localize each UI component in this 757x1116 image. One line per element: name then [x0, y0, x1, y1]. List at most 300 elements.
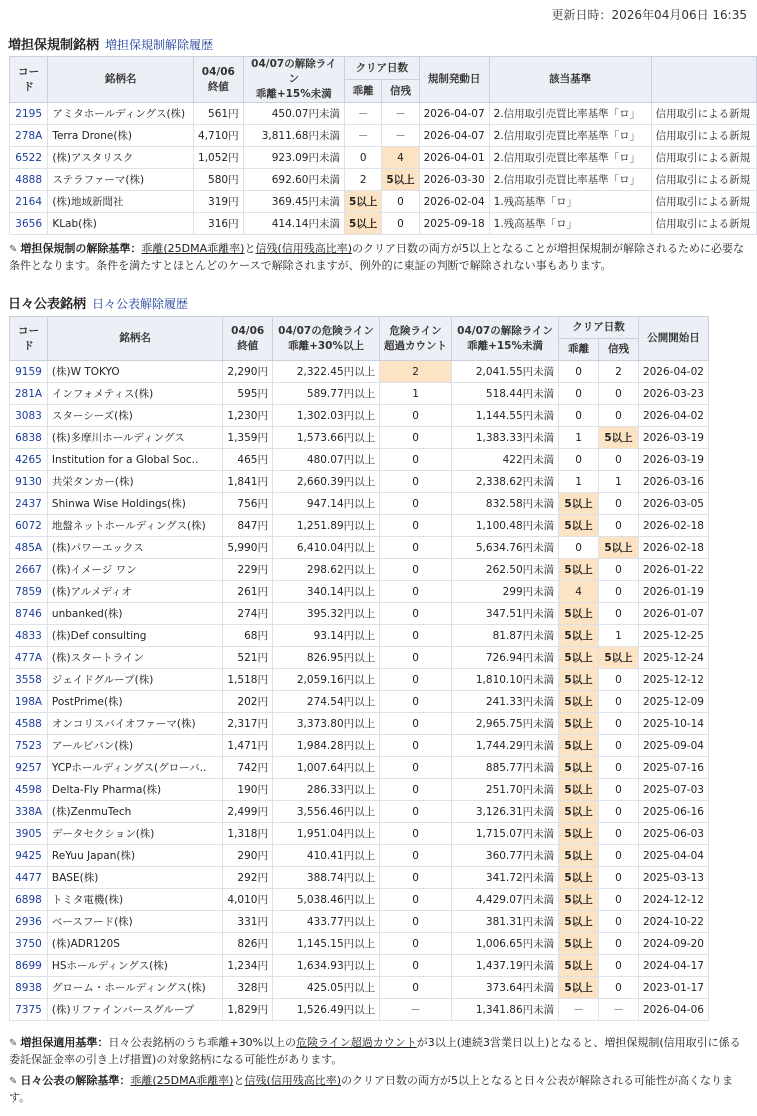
table-row: [10, 581, 709, 603]
excess-count: 0: [380, 757, 452, 779]
stock-code-link[interactable]: 198A: [10, 691, 48, 713]
table-row: [10, 713, 709, 735]
release-line: 923.09円未満: [243, 147, 344, 169]
stock-code-link[interactable]: 3083: [10, 405, 48, 427]
stock-name: グローム・ホールディングス(株): [47, 977, 222, 999]
kairi-clear-days: 5以上: [559, 867, 599, 889]
kairi-clear-days: 5以上: [559, 845, 599, 867]
kairi-clear-days: 5以上: [559, 515, 599, 537]
pencil-icon: ✎: [9, 1076, 18, 1087]
kairi-clear-days: 5以上: [559, 713, 599, 735]
kairi-clear-days: 5以上: [559, 889, 599, 911]
stock-name: (株)イメージ ワン: [47, 559, 222, 581]
close-price: 2,290円: [223, 361, 273, 383]
col-header-extra: [651, 57, 756, 103]
shinzan-clear-days: 4: [382, 147, 419, 169]
close-price: 2,499円: [223, 801, 273, 823]
stock-code-link[interactable]: 9159: [10, 361, 48, 383]
danger-line: 274.54円以上: [272, 691, 379, 713]
release-line: 450.07円未満: [243, 103, 344, 125]
danger-line: 2,660.39円以上: [272, 471, 379, 493]
danger-line: 947.14円以上: [272, 493, 379, 515]
col-header-kairi[interactable]: 乖離: [345, 80, 382, 103]
table-row: [10, 977, 709, 999]
close-price: 847円: [223, 515, 273, 537]
close-price: 5,990円: [223, 537, 273, 559]
danger-line: 3,373.80円以上: [272, 713, 379, 735]
table-row: [10, 999, 709, 1021]
table-row: [10, 405, 709, 427]
stock-name: (株)パワーエックス: [47, 537, 222, 559]
stock-code-link[interactable]: 8699: [10, 955, 48, 977]
excess-count: 0: [380, 471, 452, 493]
publish-start-date: 2026-01-19: [638, 581, 708, 603]
release-line: 1,715.07円未満: [451, 823, 558, 845]
note-label: 増担保規制の解除基準：: [20, 242, 142, 255]
col-header-close-date: 04/06: [231, 324, 265, 337]
stock-name: PostPrime(株): [47, 691, 222, 713]
col-header-start-date[interactable]: 公開開始日: [638, 317, 708, 361]
excess-count: 0: [380, 603, 452, 625]
excess-count: 0: [380, 779, 452, 801]
stock-code-link[interactable]: 8938: [10, 977, 48, 999]
publish-start-date: 2025-12-09: [638, 691, 708, 713]
stock-code-link[interactable]: 7523: [10, 735, 48, 757]
table-row: [10, 383, 709, 405]
note-text: のクリア日数の両方が5以上となることが増担保規制が解除されるために必要な条件となります。条件を満たすとほとんどのケースで解除されますが、例外的に東証の判断で解除されない事もあります。: [9, 242, 745, 272]
stock-code-link[interactable]: 4265: [10, 449, 48, 471]
shinzan-clear-days: 0: [599, 449, 639, 471]
excess-count: 0: [380, 889, 452, 911]
kairi-clear-days: 1: [559, 427, 599, 449]
release-line: 1,144.55円未満: [451, 405, 558, 427]
stock-code-link[interactable]: 278A: [10, 125, 48, 147]
kairi-clear-days: 0: [559, 361, 599, 383]
col-header-danger-line-title: 04/07の危険ライン: [278, 324, 374, 337]
col-header-clear-days: クリア日数: [559, 317, 639, 339]
excess-count: 0: [380, 625, 452, 647]
stock-code-link[interactable]: 8746: [10, 603, 48, 625]
stock-code-link[interactable]: 4588: [10, 713, 48, 735]
shinzan-clear-days: －: [599, 999, 639, 1021]
close-price: 1,841円: [223, 471, 273, 493]
close-price: 465円: [223, 449, 273, 471]
stock-name: (株)Def consulting: [47, 625, 222, 647]
col-header-code[interactable]: コード: [10, 317, 48, 361]
kairi-link[interactable]: 乖離(25DMA乖離率): [141, 242, 245, 255]
table-row: [10, 537, 709, 559]
danger-line: 1,007.64円以上: [272, 757, 379, 779]
table-row: [10, 559, 709, 581]
shinzan-clear-days: 5以上: [599, 427, 639, 449]
stock-code-link[interactable]: 4833: [10, 625, 48, 647]
excess-count: 0: [380, 911, 452, 933]
stock-code-link[interactable]: 485A: [10, 537, 48, 559]
close-price: 561円: [194, 103, 244, 125]
stock-code-link[interactable]: 338A: [10, 801, 48, 823]
kairi-clear-days: 4: [559, 581, 599, 603]
publish-start-date: 2025-06-03: [638, 823, 708, 845]
close-price: 274円: [223, 603, 273, 625]
excess-count: 0: [380, 559, 452, 581]
regulation-date: 2026-04-07: [419, 125, 489, 147]
close-price: 331円: [223, 911, 273, 933]
shinzan-clear-days: 0: [599, 977, 639, 999]
excess-count: 0: [380, 867, 452, 889]
stock-code-link[interactable]: 9425: [10, 845, 48, 867]
publish-start-date: 2025-07-03: [638, 779, 708, 801]
note-text-a: 日々公表銘柄のうち乖離+30%以上の: [108, 1036, 297, 1049]
publish-start-date: 2025-07-16: [638, 757, 708, 779]
excess-count: 0: [380, 823, 452, 845]
table-row: [10, 427, 709, 449]
col-header-release-line[interactable]: [243, 57, 344, 103]
danger-line: 388.74円以上: [272, 867, 379, 889]
stock-name: YCPホールディングス(グローバ..: [47, 757, 222, 779]
publish-start-date: 2026-04-06: [638, 999, 708, 1021]
stock-code-link[interactable]: 2195: [10, 103, 48, 125]
table-row: [10, 625, 709, 647]
release-line: 81.87円未満: [451, 625, 558, 647]
col-header-release-line[interactable]: [451, 317, 558, 361]
col-header-close[interactable]: [223, 317, 273, 361]
danger-line: 1,145.15円以上: [272, 933, 379, 955]
publish-start-date: 2025-09-04: [638, 735, 708, 757]
kairi-clear-days: 5以上: [559, 669, 599, 691]
table-row: [10, 801, 709, 823]
stock-name: (株)スタートライン: [47, 647, 222, 669]
col-header-clear-days: クリア日数: [345, 57, 420, 80]
danger-line: 1,634.93円以上: [272, 955, 379, 977]
shinzan-clear-days: 0: [599, 515, 639, 537]
shinzan-clear-days: 0: [599, 405, 639, 427]
kairi-clear-days: 5以上: [559, 823, 599, 845]
updated-timestamp: 更新日時：2026年04月06日 16:35: [551, 8, 747, 22]
stock-code-link[interactable]: 4598: [10, 779, 48, 801]
excess-count: 0: [380, 647, 452, 669]
publish-start-date: 2025-03-13: [638, 867, 708, 889]
close-price: 580円: [194, 169, 244, 191]
stock-name: ReYuu Japan(株): [47, 845, 222, 867]
stock-name: (株)多摩川ホールディングス: [47, 427, 222, 449]
close-price: 1,318円: [223, 823, 273, 845]
shinzan-clear-days: 5以上: [599, 647, 639, 669]
publish-start-date: 2026-01-22: [638, 559, 708, 581]
close-price: 1,829円: [223, 999, 273, 1021]
note-label: 増担保適用基準：: [20, 1036, 109, 1049]
kairi-clear-days: 0: [559, 537, 599, 559]
stock-code-link[interactable]: 2437: [10, 493, 48, 515]
release-line: 381.31円未満: [451, 911, 558, 933]
table-row: [10, 103, 757, 125]
stock-code-link[interactable]: 6838: [10, 427, 48, 449]
publish-start-date: 2026-03-23: [638, 383, 708, 405]
excess-count: 0: [380, 493, 452, 515]
kairi-link[interactable]: 乖離(25DMA乖離率): [130, 1074, 234, 1087]
danger-line: 2,059.16円以上: [272, 669, 379, 691]
criteria-detail: 信用取引による新規: [651, 125, 756, 147]
criteria-detail: 信用取引による新規: [651, 103, 756, 125]
stock-code-link[interactable]: 3656: [10, 213, 48, 235]
col-header-excess-count-sub: 超過カウント: [384, 339, 448, 352]
release-line: 414.14円未満: [243, 213, 344, 235]
kairi-clear-days: －: [345, 103, 382, 125]
criteria: 2.信用取引売買比率基準「ロ」: [489, 147, 651, 169]
col-header-code[interactable]: コード: [10, 57, 48, 103]
table-row: [10, 361, 709, 383]
hibi-history-link[interactable]: 日々公表解除履歴: [92, 297, 189, 311]
note-and: と: [244, 242, 256, 255]
stock-name: (株)W TOKYO: [47, 361, 222, 383]
zoutanpo-history-link[interactable]: 増担保規制解除履歴: [105, 38, 214, 52]
release-line: 726.94円未満: [451, 647, 558, 669]
stock-name: ジェイドグループ(株): [47, 669, 222, 691]
stock-code-link[interactable]: 477A: [10, 647, 48, 669]
stock-code-link[interactable]: 281A: [10, 383, 48, 405]
excess-count: 0: [380, 933, 452, 955]
stock-name: unbanked(株): [47, 603, 222, 625]
close-price: 1,052円: [194, 147, 244, 169]
stock-name: Delta-Fly Pharma(株): [47, 779, 222, 801]
col-header-close[interactable]: [194, 57, 244, 103]
stock-code-link[interactable]: 2667: [10, 559, 48, 581]
release-line: 1,341.86円未満: [451, 999, 558, 1021]
criteria: 2.信用取引売買比率基準「ロ」: [489, 169, 651, 191]
hibi-table: [9, 316, 709, 1021]
release-line: 2,338.62円未満: [451, 471, 558, 493]
stock-code-link[interactable]: 6072: [10, 515, 48, 537]
table-row: [10, 933, 709, 955]
table-row: [10, 603, 709, 625]
publish-start-date: 2026-03-19: [638, 427, 708, 449]
stock-name: インフォメティス(株): [47, 383, 222, 405]
regulation-date: 2025-09-18: [419, 213, 489, 235]
col-header-excess-count[interactable]: [380, 317, 452, 361]
danger-line: 410.41円以上: [272, 845, 379, 867]
kairi-clear-days: 5以上: [559, 801, 599, 823]
stock-name: Terra Drone(株): [48, 125, 194, 147]
close-price: 190円: [223, 779, 273, 801]
excess-count: 0: [380, 977, 452, 999]
stock-name: 共栄タンカー(株): [47, 471, 222, 493]
stock-code-link[interactable]: 4477: [10, 867, 48, 889]
publish-start-date: 2024-10-22: [638, 911, 708, 933]
danger-line: 93.14円以上: [272, 625, 379, 647]
col-header-danger-line[interactable]: [272, 317, 379, 361]
publish-start-date: 2023-01-17: [638, 977, 708, 999]
stock-code-link[interactable]: 2936: [10, 911, 48, 933]
release-line: 241.33円未満: [451, 691, 558, 713]
stock-code-link[interactable]: 4888: [10, 169, 48, 191]
stock-name: Institution for a Global Soc..: [47, 449, 222, 471]
criteria: 1.残高基準「ロ」: [489, 191, 651, 213]
col-header-shinzan[interactable]: 信残: [599, 339, 639, 361]
kairi-clear-days: －: [345, 125, 382, 147]
kairi-clear-days: 5以上: [345, 191, 382, 213]
release-line: 3,126.31円未満: [451, 801, 558, 823]
stock-name: トミタ電機(株): [47, 889, 222, 911]
table-row: [10, 735, 709, 757]
close-price: 2,317円: [223, 713, 273, 735]
release-line: 1,100.48円未満: [451, 515, 558, 537]
table-row: [10, 125, 757, 147]
publish-start-date: 2026-02-18: [638, 515, 708, 537]
shinzan-clear-days: 0: [599, 559, 639, 581]
release-line: 341.72円未満: [451, 867, 558, 889]
excess-count: 0: [380, 735, 452, 757]
danger-line: 3,556.46円以上: [272, 801, 379, 823]
danger-line: 2,322.45円以上: [272, 361, 379, 383]
shinzan-link[interactable]: 信残(信用残高比率): [244, 1074, 342, 1087]
regulation-date: 2026-03-30: [419, 169, 489, 191]
excess-count: 0: [380, 713, 452, 735]
stock-code-link[interactable]: 7375: [10, 999, 48, 1021]
table-row: [10, 471, 709, 493]
publish-start-date: 2025-12-12: [638, 669, 708, 691]
publish-start-date: 2026-03-05: [638, 493, 708, 515]
publish-start-date: 2025-12-25: [638, 625, 708, 647]
release-line: 299円未満: [451, 581, 558, 603]
release-line: 373.64円未満: [451, 977, 558, 999]
regulation-date: 2026-04-07: [419, 103, 489, 125]
criteria-detail: 信用取引による新規: [651, 191, 756, 213]
danger-line: 480.07円以上: [272, 449, 379, 471]
publish-start-date: 2026-04-02: [638, 405, 708, 427]
col-header-close-label: 終値: [207, 80, 229, 93]
shinzan-clear-days: 1: [599, 625, 639, 647]
note-and: と: [233, 1074, 245, 1087]
pencil-icon: ✎: [9, 1038, 18, 1049]
stock-name: (株)ADR120S: [47, 933, 222, 955]
criteria-detail: 信用取引による新規: [651, 147, 756, 169]
table-row: [10, 911, 709, 933]
close-price: 68円: [223, 625, 273, 647]
section-title-hibi: [8, 293, 188, 312]
table-row: [10, 493, 709, 515]
shinzan-clear-days: 0: [599, 493, 639, 515]
stock-code-link[interactable]: 9257: [10, 757, 48, 779]
zoutanpo-apply-note: [9, 1035, 751, 1068]
danger-line: 826.95円以上: [272, 647, 379, 669]
col-header-name[interactable]: 銘柄名: [48, 57, 194, 103]
col-header-start-date[interactable]: 規制発動日: [419, 57, 489, 103]
stock-name: HSホールディングス(株): [47, 955, 222, 977]
table-row: [10, 449, 709, 471]
kairi-clear-days: 0: [345, 147, 382, 169]
col-header-kairi[interactable]: 乖離: [559, 339, 599, 361]
kairi-clear-days: 2: [345, 169, 382, 191]
col-header-criteria[interactable]: 該当基準: [489, 57, 651, 103]
shinzan-clear-days: －: [382, 103, 419, 125]
close-price: 4,010円: [223, 889, 273, 911]
shinzan-clear-days: 0: [599, 757, 639, 779]
col-header-danger-line-sub: 乖離+30%以上: [288, 339, 365, 352]
kairi-clear-days: 5以上: [559, 493, 599, 515]
stock-code-link[interactable]: 6898: [10, 889, 48, 911]
criteria-detail: 信用取引による新規: [651, 213, 756, 235]
danger-line: 298.62円以上: [272, 559, 379, 581]
shinzan-clear-days: －: [382, 125, 419, 147]
shinzan-clear-days: 0: [599, 691, 639, 713]
col-header-shinzan[interactable]: 信残: [382, 80, 419, 103]
section-title-text: 日々公表銘柄: [8, 297, 87, 312]
danger-line: 5,038.46円以上: [272, 889, 379, 911]
release-line: 1,437.19円未満: [451, 955, 558, 977]
danger-line: 6,410.04円以上: [272, 537, 379, 559]
col-header-excess-count-title: 危険ライン: [389, 324, 442, 337]
close-price: 1,230円: [223, 405, 273, 427]
kairi-clear-days: 5以上: [559, 933, 599, 955]
excess-count: 0: [380, 845, 452, 867]
release-line: 885.77円未満: [451, 757, 558, 779]
table-row: [10, 515, 709, 537]
kairi-clear-days: 5以上: [345, 213, 382, 235]
shinzan-clear-days: 0: [599, 713, 639, 735]
stock-code-link[interactable]: 3905: [10, 823, 48, 845]
shinzan-link[interactable]: 信残(信用残高比率): [255, 242, 353, 255]
kairi-clear-days: 5以上: [559, 955, 599, 977]
publish-start-date: 2026-01-07: [638, 603, 708, 625]
section-title-text: 増担保規制銘柄: [8, 38, 100, 53]
release-line: 262.50円未満: [451, 559, 558, 581]
shinzan-clear-days: 0: [382, 191, 419, 213]
stock-name: (株)アルメディオ: [47, 581, 222, 603]
close-price: 229円: [223, 559, 273, 581]
stock-code-link[interactable]: 6522: [10, 147, 48, 169]
note-label: 日々公表の解除基準：: [20, 1074, 131, 1087]
stock-code-link[interactable]: 2164: [10, 191, 48, 213]
danger-line: 1,951.04円以上: [272, 823, 379, 845]
shinzan-clear-days: 0: [599, 669, 639, 691]
release-line: 1,383.33円未満: [451, 427, 558, 449]
publish-start-date: 2025-04-04: [638, 845, 708, 867]
table-row: [10, 779, 709, 801]
table-row: [10, 169, 757, 191]
kairi-clear-days: 5以上: [559, 735, 599, 757]
close-price: 202円: [223, 691, 273, 713]
stock-code-link[interactable]: 3558: [10, 669, 48, 691]
kairi-clear-days: 0: [559, 449, 599, 471]
stock-name: ステラファーマ(株): [48, 169, 194, 191]
shinzan-clear-days: 2: [599, 361, 639, 383]
table-row: [10, 845, 709, 867]
kairi-clear-days: 5以上: [559, 625, 599, 647]
release-line: 1,810.10円未満: [451, 669, 558, 691]
table-row: [10, 213, 757, 235]
stock-code-link[interactable]: 9130: [10, 471, 48, 493]
stock-code-link[interactable]: 7859: [10, 581, 48, 603]
publish-start-date: 2025-12-24: [638, 647, 708, 669]
danger-line: 1,984.28円以上: [272, 735, 379, 757]
col-header-name[interactable]: 銘柄名: [47, 317, 222, 361]
shinzan-clear-days: 0: [599, 845, 639, 867]
shinzan-clear-days: 0: [599, 955, 639, 977]
col-header-release-line-sub: 乖離+15%未満: [467, 339, 544, 352]
danger-count-link[interactable]: 危険ライン超過カウント: [296, 1036, 417, 1049]
table-row: [10, 823, 709, 845]
col-header-release-line-sub: 乖離+15%未満: [255, 88, 332, 100]
shinzan-clear-days: 0: [382, 213, 419, 235]
table-row: [10, 191, 757, 213]
shinzan-clear-days: 5以上: [599, 537, 639, 559]
stock-code-link[interactable]: 3750: [10, 933, 48, 955]
close-price: 316円: [194, 213, 244, 235]
danger-line: 1,302.03円以上: [272, 405, 379, 427]
stock-name: (株)リファインバースグループ: [47, 999, 222, 1021]
excess-count: 0: [380, 537, 452, 559]
publish-start-date: 2024-12-12: [638, 889, 708, 911]
shinzan-clear-days: 0: [599, 735, 639, 757]
